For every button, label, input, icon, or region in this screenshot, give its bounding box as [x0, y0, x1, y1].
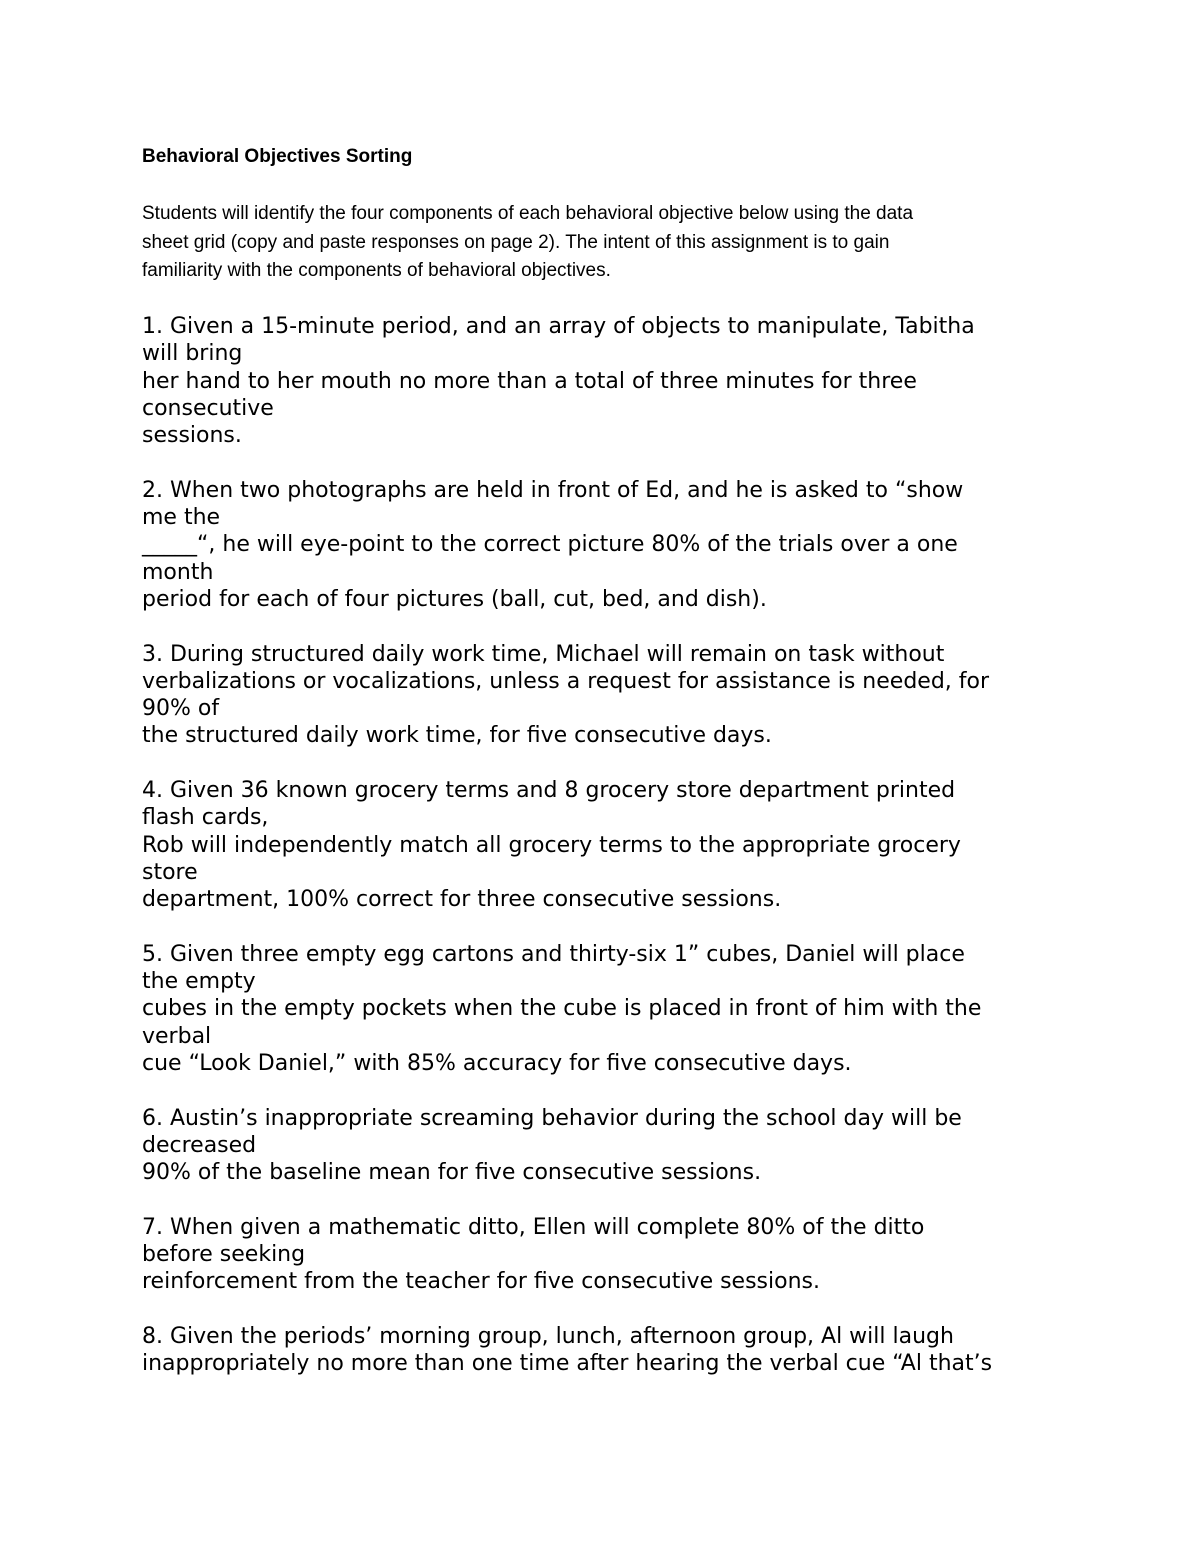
- intro-line: Students will identify the four components of each behavioral objective below using the data: [142, 203, 914, 224]
- objective-line: 90% of the baseline mean for five consecutive sessions.: [142, 1160, 762, 1186]
- objective-line: cubes in the empty pockets when the cube is placed in front of him with the: [142, 996, 982, 1022]
- objective-line: 3. During structured daily work time, Michael will remain on task without: [142, 641, 945, 667]
- objective-line: store: [142, 859, 198, 885]
- objective-item-6: [142, 1105, 1102, 1187]
- objective-line: period for each of four pictures (ball, cut, bed, and dish).: [142, 586, 767, 612]
- objective-line: verbal: [142, 1023, 212, 1049]
- objective-line: month: [142, 559, 214, 585]
- objective-line: will bring: [142, 341, 243, 367]
- objective-line: the empty: [142, 969, 256, 995]
- objective-item-4: [142, 777, 1102, 913]
- intro-paragraph: [142, 200, 1062, 286]
- objective-line: verbalizations or vocalizations, unless a request for assistance is needed, for: [142, 668, 990, 694]
- objective-line: 8. Given the periods’ morning group, lunch, afternoon group, Al will laugh: [142, 1323, 954, 1349]
- objective-line: 1. Given a 15-minute period, and an array of objects to manipulate, Tabitha: [142, 314, 975, 339]
- document-title: Behavioral Objectives Sorting: [142, 146, 413, 167]
- objective-line: 5. Given three empty egg cartons and thirty-six 1” cubes, Daniel will place: [142, 941, 965, 967]
- objective-line: before seeking: [142, 1242, 306, 1268]
- objective-line: 2. When two photographs are held in front of Ed, and he is asked to “show: [142, 477, 964, 503]
- objective-line: 4. Given 36 known grocery terms and 8 grocery store department printed: [142, 778, 956, 804]
- objective-item-2: [142, 477, 1102, 613]
- objective-item-8: [142, 1323, 1102, 1378]
- objective-line: 7. When given a mathematic ditto, Ellen will complete 80% of the ditto: [142, 1214, 925, 1240]
- objective-line: her hand to her mouth no more than a total of three minutes for three: [142, 368, 917, 394]
- objective-line: me the: [142, 505, 221, 531]
- objective-line: reinforcement from the teacher for five consecutive sessions.: [142, 1269, 820, 1295]
- objective-line: _____“, he will eye-point to the correct picture 80% of the trials over a one: [142, 532, 958, 558]
- objective-line: 6. Austin’s inappropriate screaming behavior during the school day will be: [142, 1105, 962, 1131]
- objectives-list: [142, 313, 1102, 1405]
- objective-item-7: [142, 1214, 1102, 1296]
- objective-item-3: [142, 641, 1102, 750]
- objective-line: consecutive: [142, 395, 274, 421]
- objective-item-1: [142, 313, 1102, 449]
- objective-line: department, 100% correct for three consecutive sessions.: [142, 887, 782, 913]
- objective-line: decreased: [142, 1132, 257, 1158]
- objective-line: Rob will independently match all grocery terms to the appropriate grocery: [142, 832, 961, 858]
- objective-line: flash cards,: [142, 805, 269, 831]
- intro-line: sheet grid (copy and paste responses on page 2). The intent of this assignment is to gain: [142, 231, 890, 253]
- intro-line: familiarity with the components of behavioral objectives.: [142, 260, 611, 281]
- objective-line: sessions.: [142, 423, 242, 449]
- objective-line: the structured daily work time, for five consecutive days.: [142, 723, 772, 749]
- objective-line: inappropriately no more than one time after hearing the verbal cue “Al that’s: [142, 1351, 993, 1377]
- objective-line: cue “Look Daniel,” with 85% accuracy for five consecutive days.: [142, 1051, 852, 1077]
- objective-item-5: [142, 941, 1102, 1077]
- objective-line: 90% of: [142, 696, 220, 722]
